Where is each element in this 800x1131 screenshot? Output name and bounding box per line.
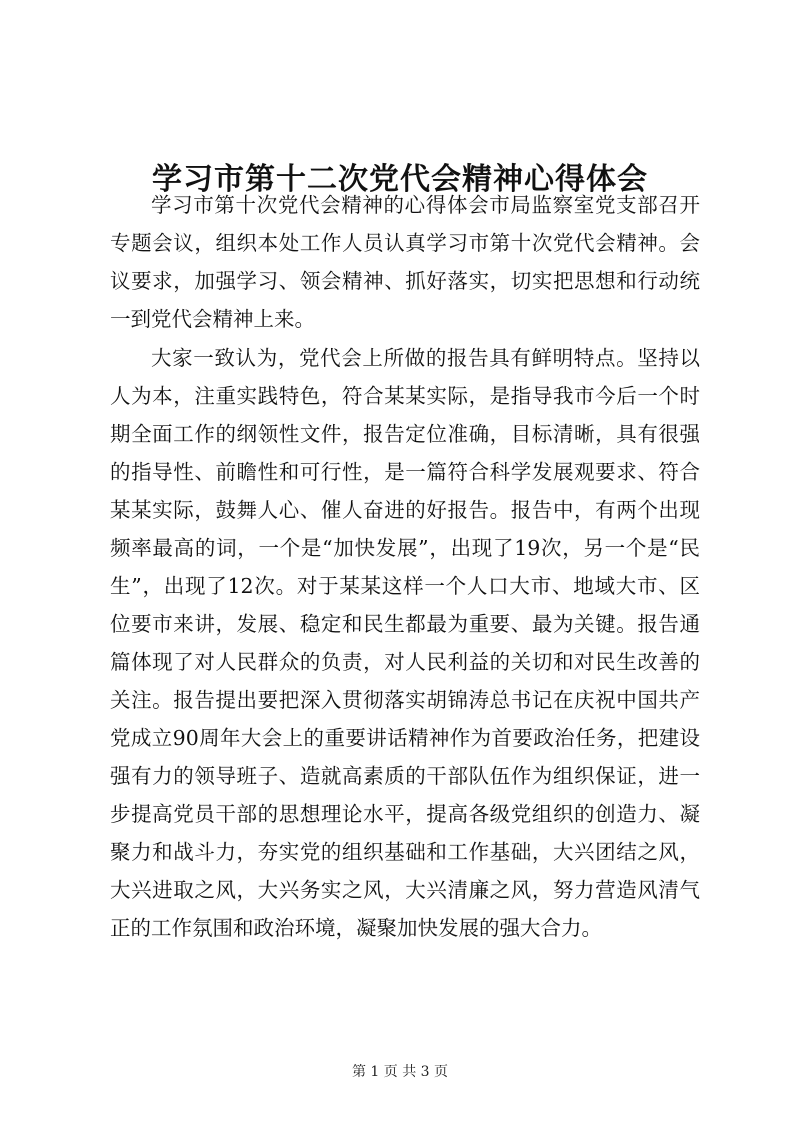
page-footer [0,1062,800,1082]
page-number-label: 第 1 页 共 3 页 [351,1064,449,1080]
document-title: 学习市第十二次党代会精神心得体会 [152,162,648,198]
body-paragraph-2: 大家一致认为，党代会上所做的报告具有鲜明特点。坚持以人为本，注重实践特色，符合某某实际，是指导我市今后一个时期全面工作的纲领性文件，报告定位准确，目标清晰，具有很强的指导性、前瞻性和可行性，是一篇符合科学发展观要求、符合某某实际，鼓舞人心、催人奋进的好报告。报告中，有两个出现频率最高的词，一个是“加快发展”，出现了19次，另一个是“民生”，出现了12次。对于某某这样一个人口大市、地域大市、区位要市来讲，发展、稳定和民生都最为重要、最为关键。报告通篇体现了对人民群众的负责，对人民利益的关切和对民生改善的关注。报告提出要把深入贯彻落实胡锦涛总书记在庆祝中国共产党成立90周年大会上的重要讲话精神作为首要政治任务，把建设强有力的领导班子、造就高素质的干部队伍作为组织保证，进一步提高党员干部的思想理论水平，提高各级党组织的创造力、凝聚力和战斗力，夯实党的组织基础和工作基础，大兴团结之风，大兴进取之风，大兴务实之风，大兴清廉之风，努力营造风清气正的工作氛围和政治环境，凝聚加快发展的强大合力。 [110,346,700,940]
body-paragraph-1: 学习市第十次党代会精神的心得体会市局监察室党支部召开专题会议，组织本处工作人员认真学习市第十次党代会精神。会议要求，加强学习、领会精神、抓好落实，切实把思想和行动统一到党代会精神上来。 [110,193,700,331]
